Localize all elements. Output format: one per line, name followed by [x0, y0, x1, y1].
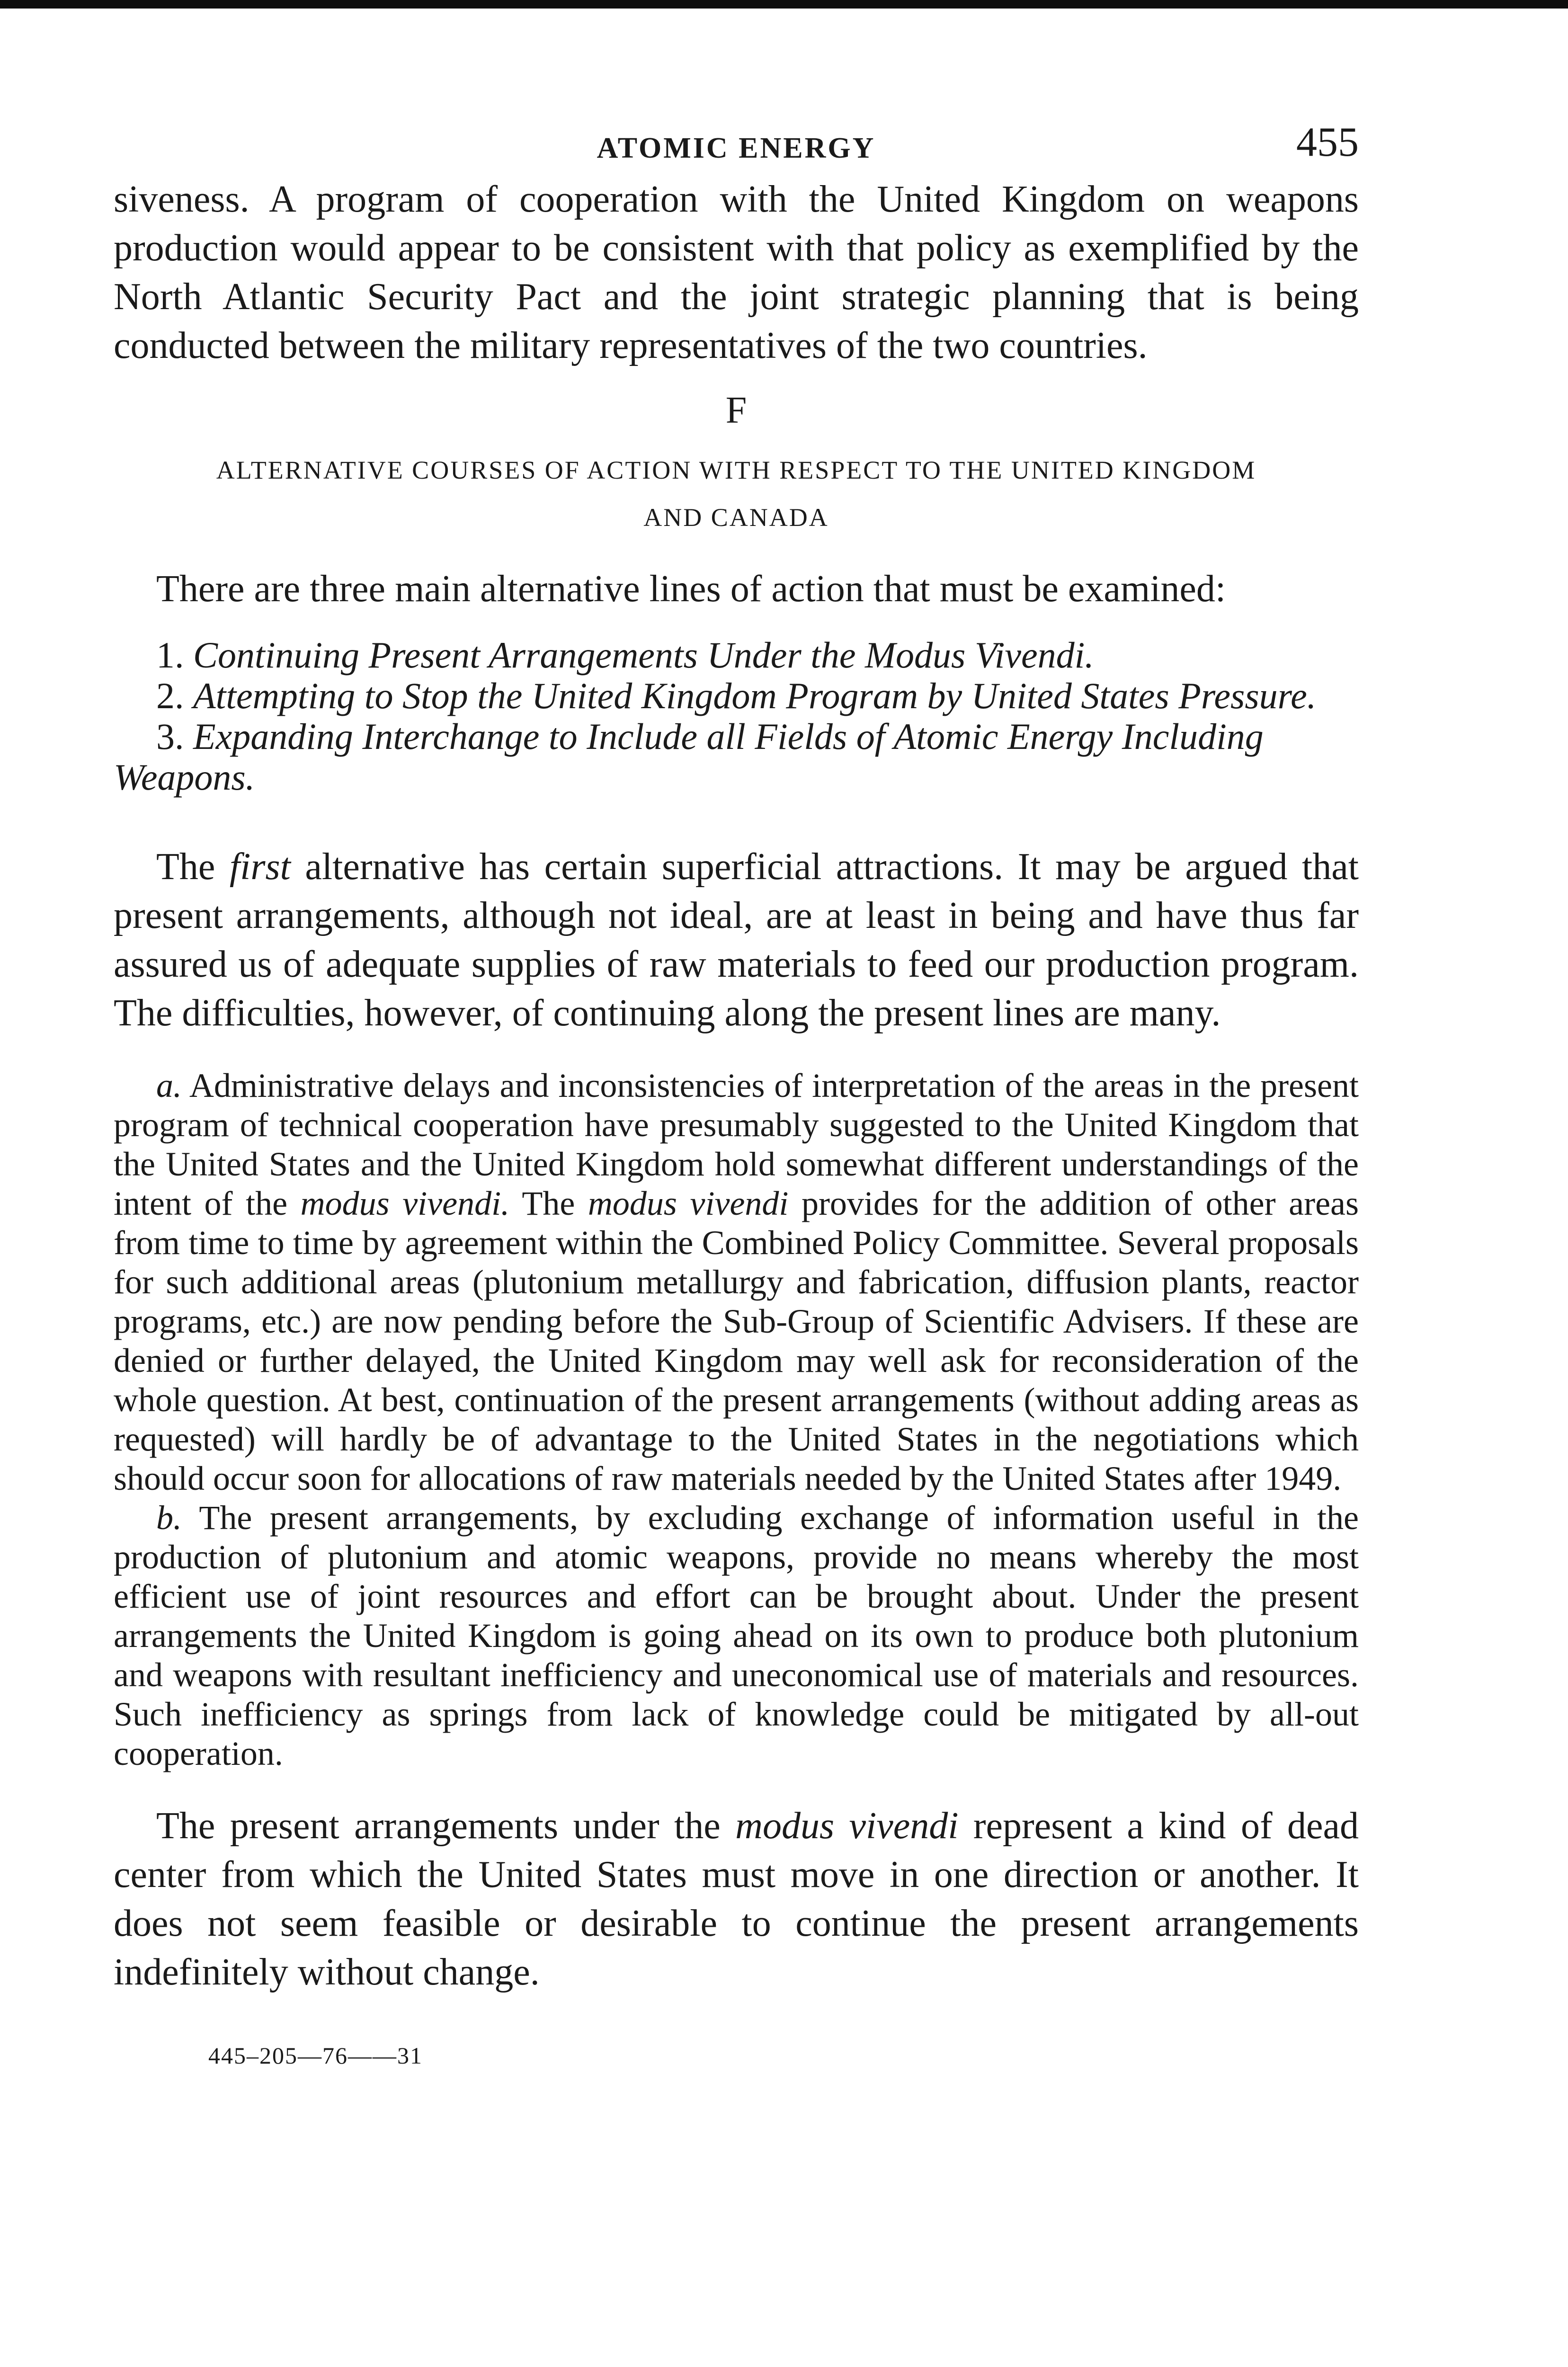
- list-item-title: Attempting to Stop the United Kingdom Program by United States Pressure.: [193, 675, 1317, 716]
- list-item-number: 3.: [156, 716, 184, 757]
- alternatives-list: [114, 635, 1359, 798]
- list-item: [114, 716, 1359, 798]
- text-run: provides for the addition of other areas from time to time by agreement within the Combined Policy Committee. Several proposals for such additional areas (plutonium metallurgy and fabrication, diffusion plants, reactor programs, etc.) are now pending before the Sub-Group of Scientific Advisers. If these are denied or further delayed, the United Kingdom may well ask for reconsideration of the whole question. At best, continuation of the present arrangements (without adding areas as requested) will hardly be of advantage to the United States in the negotiations which should occur soon for allocations of raw materials needed by the United States after 1949.: [114, 1184, 1359, 1497]
- section-letter: F: [725, 390, 747, 431]
- text-run: The: [522, 1184, 575, 1222]
- list-item-number: 1.: [156, 634, 184, 676]
- emphasis-text: modus vivendi: [588, 1184, 789, 1222]
- closing-paragraph: [114, 1802, 1359, 1997]
- list-item-title: Expanding Interchange to Include all Fields of Atomic Energy Including Weapons.: [114, 716, 1264, 798]
- section-heading: [114, 446, 1359, 541]
- intro-paragraph: There are three main alternative lines of action that must be examined:: [156, 568, 1226, 610]
- section-heading-line-1: ALTERNATIVE COURSES OF ACTION WITH RESPECT TO THE UNITED KINGDOM: [216, 456, 1256, 484]
- list-item-title: Continuing Present Arrangements Under the Modus Vivendi.: [193, 634, 1094, 676]
- text-run: Administrative delays and inconsistencies of interpretation of the areas in the present program of technical cooperation have presumably suggested to the United Kingdom that the United States and the United Kingdom hold somewhat different understandings of the intent of the: [114, 1067, 1359, 1222]
- point-label: b.: [156, 1499, 182, 1537]
- running-title: ATOMIC ENERGY: [597, 132, 876, 164]
- point-b-paragraph: [114, 1498, 1359, 1773]
- opening-paragraph: siveness. A program of cooperation with the United Kingdom on weapons production would appear to be consistent with that policy as exemplified by the North Atlantic Security Pact and the joint strategic planning that is being conducted between the military representatives of the two countries.: [114, 178, 1359, 366]
- text-run: The present arrangements, by excluding exchange of information useful in the production of plutonium and atomic weapons, provide no means whereby the most efficient use of joint resources and effort can be brought about. Under the present arrangements the United Kingdom is going ahead on its own to produce both plutonium and weapons with resultant inefficiency and uneconomical use of materials and resources. Such inefficiency as springs from lack of knowledge could be mitigated by all-out cooperation.: [114, 1499, 1359, 1772]
- text-run: alternative has certain superficial attractions. It may be argued that present arrangements, although not ideal, are at least in being and have thus far assured us of adequate supplies of raw materials to feed our production program. The difficulties, however, of continuing along the present lines are many.: [114, 846, 1359, 1034]
- first-alternative-paragraph: [114, 843, 1359, 1038]
- point-label: a.: [156, 1067, 182, 1104]
- emphasis-text: modus vivendi: [735, 1805, 959, 1847]
- section-heading-line-2: AND CANADA: [643, 503, 829, 532]
- top-border: [0, 0, 1568, 9]
- list-item: [114, 635, 1359, 676]
- text-run: The: [156, 846, 215, 888]
- page-header: [114, 114, 1359, 175]
- point-a-paragraph: [114, 1066, 1359, 1498]
- text-run: The present arrangements under the: [156, 1805, 721, 1847]
- print-code: 445–205—76——31: [208, 2042, 423, 2069]
- emphasis-text: modus vivendi.: [300, 1184, 510, 1222]
- list-item: [114, 676, 1359, 716]
- emphasis-text: first: [229, 846, 291, 888]
- document-page: [114, 114, 1359, 2069]
- list-item-number: 2.: [156, 675, 184, 716]
- page-number: 455: [1296, 119, 1359, 165]
- text-run: represent a kind of dead center from which the United States must move in one direction or another. It does not seem feasible or desirable to continue the present arrangements indefinitely without change.: [114, 1805, 1359, 1993]
